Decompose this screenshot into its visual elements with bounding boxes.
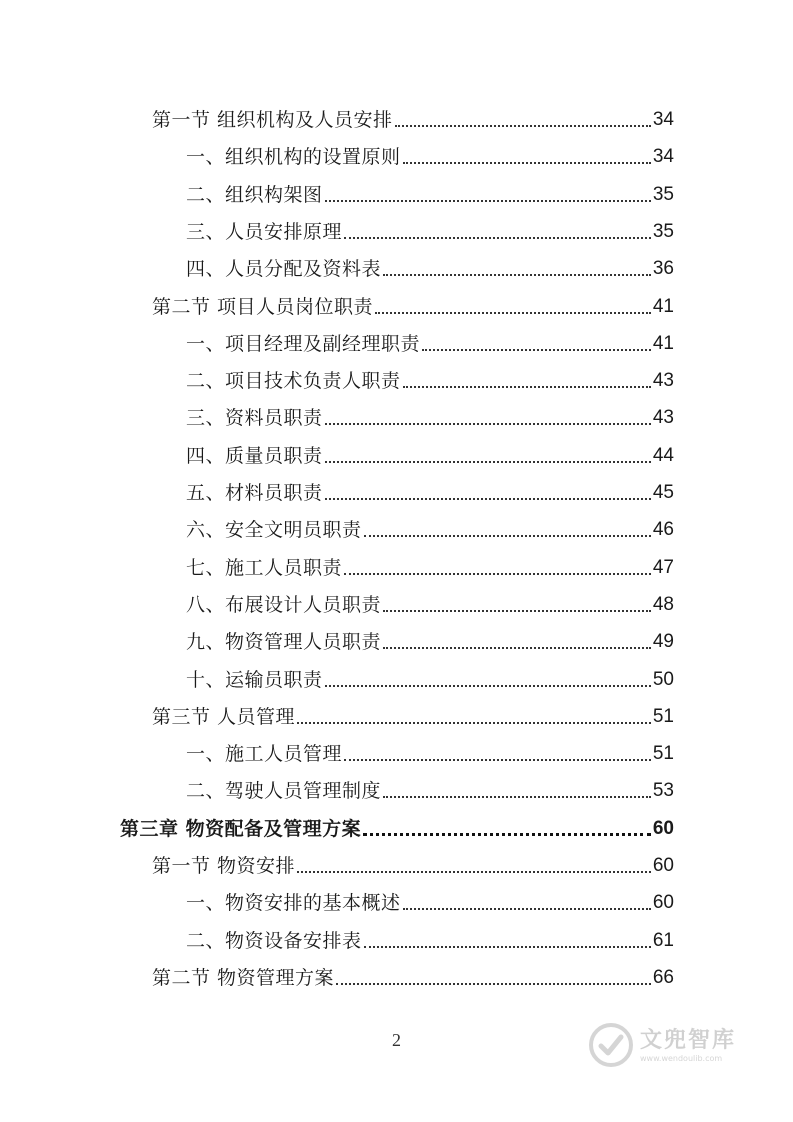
toc-entry-label: 二、组织构架图 bbox=[186, 184, 323, 206]
toc-leader-dots bbox=[297, 871, 651, 873]
toc-entry-page: 35 bbox=[652, 221, 674, 242]
watermark bbox=[588, 1018, 758, 1072]
toc-entry-page: 47 bbox=[652, 557, 674, 578]
toc-entry[interactable] bbox=[152, 959, 674, 989]
toc-entry[interactable] bbox=[186, 586, 674, 616]
toc-entry-label: 二、驾驶人员管理制度 bbox=[186, 780, 382, 802]
toc-entry-label: 第二节 物资管理方案 bbox=[152, 967, 335, 989]
toc-entry[interactable] bbox=[152, 698, 674, 728]
toc-entry[interactable] bbox=[186, 922, 674, 952]
toc-leader-dots bbox=[325, 685, 651, 687]
toc-entry-label: 一、物资安排的基本概述 bbox=[186, 892, 401, 914]
page-number: 2 bbox=[392, 1030, 401, 1050]
toc-entry-page: 49 bbox=[652, 631, 674, 652]
toc-entry-label: 第二节 项目人员岗位职责 bbox=[152, 296, 374, 318]
toc-entry-page: 51 bbox=[652, 706, 674, 727]
toc-leader-dots bbox=[403, 162, 651, 164]
toc-entry-page: 44 bbox=[652, 445, 674, 466]
toc-entry-label: 二、物资设备安排表 bbox=[186, 930, 362, 952]
toc-entry-page: 41 bbox=[652, 296, 674, 317]
toc-entry-page: 53 bbox=[652, 780, 674, 801]
toc-entry-label: 五、材料员职责 bbox=[186, 482, 323, 504]
toc-entry-page: 36 bbox=[652, 258, 674, 279]
toc-entry-page: 60 bbox=[652, 818, 674, 839]
toc-entry-label: 三、人员安排原理 bbox=[186, 221, 343, 243]
toc-entry-label: 第三章 物资配备及管理方案 bbox=[120, 818, 362, 840]
toc-entry-page: 45 bbox=[652, 482, 674, 503]
toc-leader-dots bbox=[403, 908, 651, 910]
toc-leader-dots bbox=[395, 125, 651, 127]
toc-leader-dots bbox=[364, 946, 651, 948]
toc-entry-label: 四、人员分配及资料表 bbox=[186, 258, 382, 280]
toc-entry-label: 七、施工人员职责 bbox=[186, 557, 343, 579]
toc-entry-page: 66 bbox=[652, 967, 674, 988]
toc-leader-dots bbox=[375, 312, 651, 314]
toc-entry[interactable] bbox=[186, 325, 674, 355]
toc-entry-page: 61 bbox=[652, 930, 674, 951]
toc-entry-page: 34 bbox=[652, 146, 674, 167]
toc-leader-dots bbox=[325, 498, 651, 500]
toc-entry[interactable] bbox=[186, 213, 674, 243]
toc-entry-label: 二、项目技术负责人职责 bbox=[186, 370, 401, 392]
toc-entry-label: 一、项目经理及副经理职责 bbox=[186, 333, 421, 355]
toc-entry-page: 48 bbox=[652, 594, 674, 615]
toc-entry-label: 一、施工人员管理 bbox=[186, 743, 343, 765]
toc-leader-dots bbox=[422, 349, 651, 351]
toc-entry-page: 43 bbox=[652, 407, 674, 428]
toc-entry-label: 第一节 组织机构及人员安排 bbox=[152, 109, 393, 131]
toc-leader-dots bbox=[383, 610, 651, 612]
toc-leader-dots bbox=[336, 983, 651, 985]
toc-leader-dots bbox=[325, 200, 651, 202]
toc-entry[interactable] bbox=[186, 735, 674, 765]
toc-entry[interactable] bbox=[186, 437, 674, 467]
toc-entry[interactable] bbox=[186, 138, 674, 168]
toc-entry[interactable] bbox=[152, 288, 674, 318]
toc-leader-dots bbox=[344, 237, 651, 239]
toc-leader-dots bbox=[383, 647, 651, 649]
toc-entry[interactable] bbox=[186, 772, 674, 802]
toc-entry[interactable] bbox=[186, 250, 674, 280]
toc-entry-page: 41 bbox=[652, 333, 674, 354]
toc-entry-label: 八、布展设计人员职责 bbox=[186, 594, 382, 616]
toc-entry[interactable] bbox=[186, 399, 674, 429]
toc-leader-dots bbox=[364, 535, 651, 537]
toc-leader-dots bbox=[383, 796, 651, 798]
toc-entry[interactable] bbox=[152, 101, 674, 131]
toc-entry[interactable] bbox=[186, 661, 674, 691]
toc-entry-page: 50 bbox=[652, 669, 674, 690]
toc-entry-page: 43 bbox=[652, 370, 674, 391]
toc-entry-page: 60 bbox=[652, 855, 674, 876]
toc-entry-label: 十、运输员职责 bbox=[186, 669, 323, 691]
toc-entry[interactable] bbox=[186, 176, 674, 206]
toc-leader-dots bbox=[383, 274, 651, 276]
toc-entry-label: 第三节 人员管理 bbox=[152, 706, 296, 728]
toc-entry[interactable] bbox=[186, 474, 674, 504]
toc-entry-label: 九、物资管理人员职责 bbox=[186, 631, 382, 653]
toc-entry[interactable] bbox=[186, 511, 674, 541]
toc-entry-page: 35 bbox=[652, 184, 674, 205]
toc-leader-dots bbox=[297, 722, 651, 724]
watermark-url: www.wendoulib.com bbox=[640, 1053, 723, 1063]
toc-entry-page: 60 bbox=[652, 892, 674, 913]
toc-leader-dots bbox=[344, 573, 651, 575]
toc-entry-label: 三、资料员职责 bbox=[186, 407, 323, 429]
toc-entry-label: 六、安全文明员职责 bbox=[186, 519, 362, 541]
toc-entry[interactable] bbox=[120, 810, 674, 840]
toc-entry-label: 四、质量员职责 bbox=[186, 445, 323, 467]
toc-leader-dots bbox=[344, 759, 651, 761]
toc-entry[interactable] bbox=[186, 549, 674, 579]
toc-entry[interactable] bbox=[186, 362, 674, 392]
toc-entry-label: 第一节 物资安排 bbox=[152, 855, 296, 877]
wendou-logo-icon bbox=[588, 1022, 634, 1068]
toc-entry[interactable] bbox=[186, 623, 674, 653]
toc-entry[interactable] bbox=[152, 847, 674, 877]
toc-entry-page: 46 bbox=[652, 519, 674, 540]
toc-leader-dots bbox=[403, 386, 651, 388]
toc-leader-dots bbox=[363, 833, 651, 836]
toc-entry-label: 一、组织机构的设置原则 bbox=[186, 146, 401, 168]
toc-entry-page: 51 bbox=[652, 743, 674, 764]
toc-entry[interactable] bbox=[186, 884, 674, 914]
toc-leader-dots bbox=[325, 461, 651, 463]
watermark-brand: 文兜智库 bbox=[640, 1027, 737, 1053]
toc-leader-dots bbox=[325, 423, 651, 425]
toc-entry-page: 34 bbox=[652, 109, 674, 130]
